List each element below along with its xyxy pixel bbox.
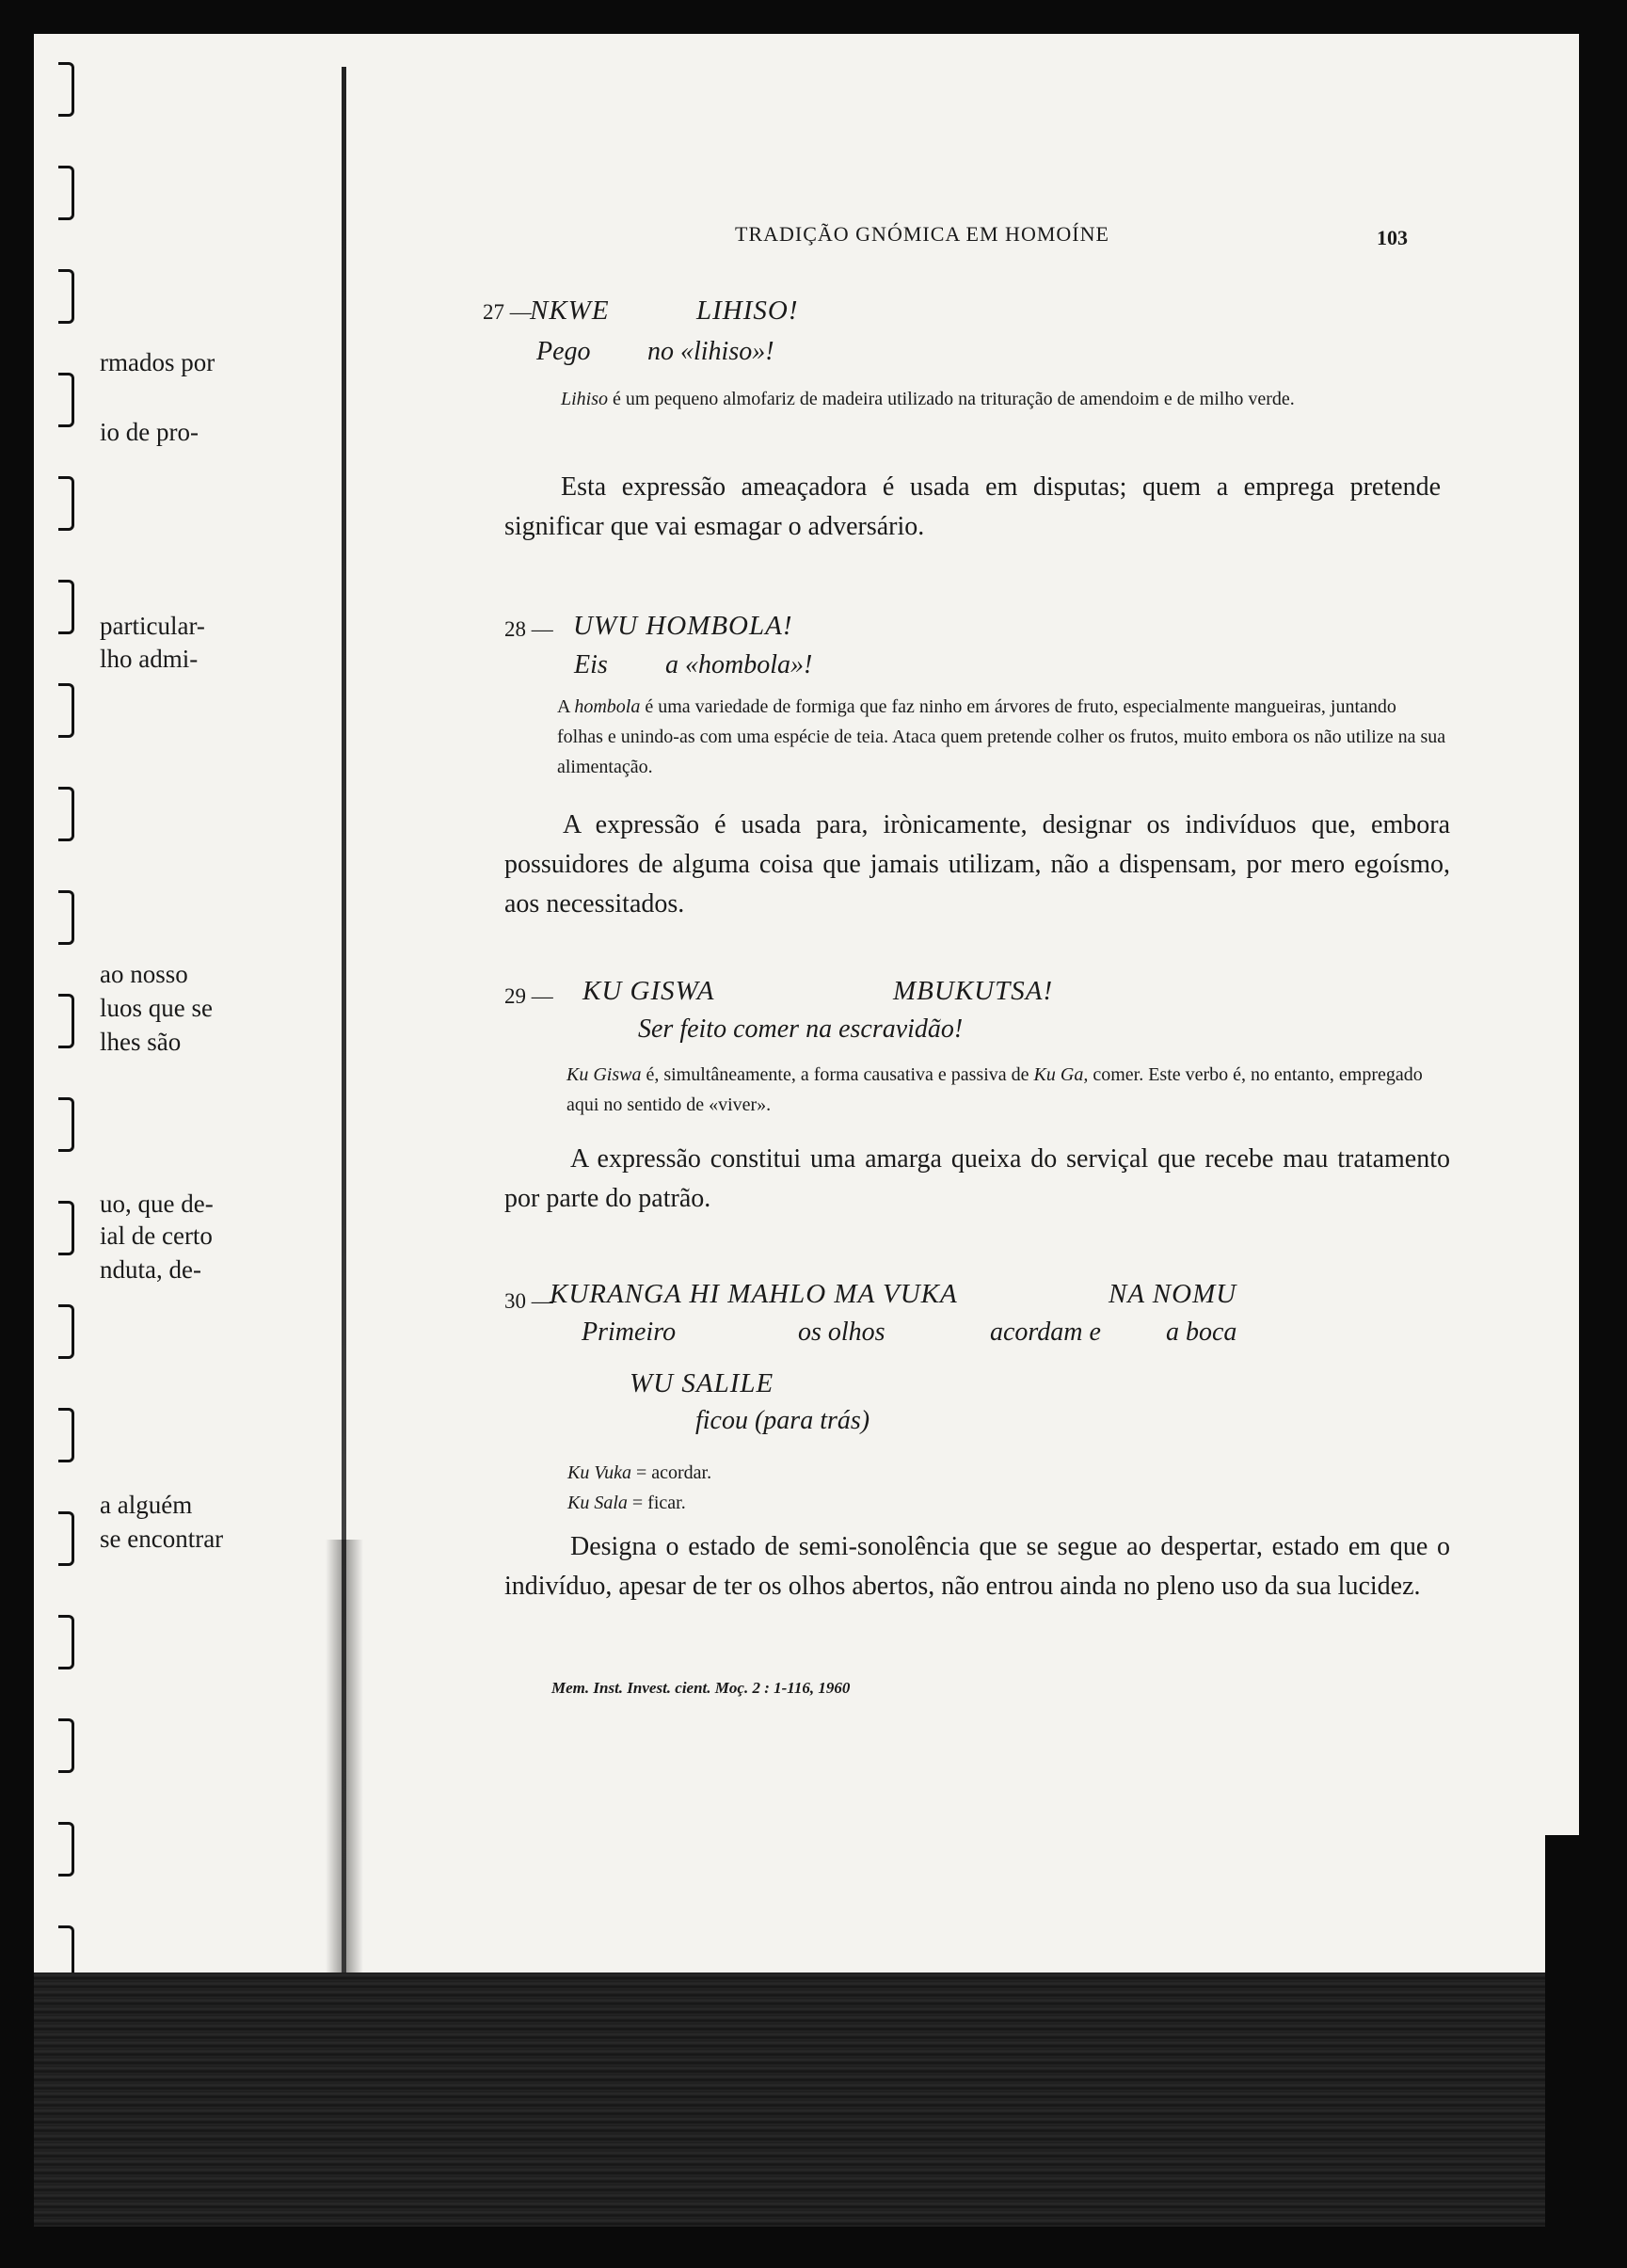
- entry-gloss-word: ficou (para trás): [695, 1406, 870, 1435]
- prev-fragment: lhes são: [100, 1028, 182, 1056]
- binding-hole: [58, 476, 74, 531]
- binding-hole: [58, 787, 74, 841]
- note-text: é uma variedade de formiga que faz ninho em árvores de fruto, especialmente mangueiras, juntando folhas e unindo-as com uma espécie de teia. Ataca quem pretende colher os frutos, muito embora os não utilize na sua alimentação.: [557, 696, 1446, 777]
- binding-hole: [58, 166, 74, 220]
- entry-phrase-word: NA NOMU: [1109, 1279, 1237, 1309]
- entry-number: 29 —: [504, 984, 553, 1008]
- binding-hole: [58, 890, 74, 945]
- entry-phrase-word: LIHISO!: [696, 295, 799, 326]
- binding-hole: [58, 1615, 74, 1669]
- entry-phrase-word: KU GISWA: [582, 976, 715, 1006]
- entry-gloss-word: Primeiro: [582, 1318, 677, 1347]
- note-text: comer. Este verbo é, no entanto, empregado aqui no sentido de «viver».: [566, 1064, 1423, 1115]
- entry-gloss-word: acordam e: [990, 1318, 1101, 1347]
- entry-explanation: A expressão é usada para, irònicamente, designar os indivíduos que, embora possuidores de alguma coisa que jamais utilizam, não a dispensam, por mero egoísmo, aos necessitados.: [504, 810, 1450, 918]
- entry-number: 30 —: [504, 1289, 553, 1313]
- citation-footer: Mem. Inst. Invest. cient. Moç. 2 : 1-116, 1960: [551, 1679, 851, 1697]
- prev-fragment: ao nosso: [100, 960, 188, 988]
- note-text: é, simultâneamente, a forma causativa e passiva de: [641, 1064, 1034, 1085]
- binding-hole: [58, 1304, 74, 1359]
- binding-hole: [58, 1408, 74, 1462]
- entry-gloss-word: no «lihiso»!: [647, 337, 774, 366]
- entry-gloss-word: Ser feito comer na escravidão!: [638, 1014, 964, 1044]
- note-line: [567, 1488, 1132, 1518]
- entry-phrase-word: KURANGA HI MAHLO MA VUKA: [550, 1279, 958, 1309]
- binding-hole: [58, 62, 74, 117]
- binding-hole: [58, 1511, 74, 1566]
- entry-note: [557, 692, 1446, 782]
- prev-fragment: luos que se: [100, 994, 213, 1022]
- prev-fragment: io de pro-: [100, 418, 199, 446]
- entry-note: [566, 1060, 1446, 1120]
- binding-holes: [34, 34, 90, 2227]
- prev-fragment: particular-: [100, 612, 205, 640]
- page-number: 103: [1377, 226, 1408, 249]
- binding-hole: [58, 1718, 74, 1773]
- prev-fragment: rmados por: [100, 348, 215, 376]
- entry-gloss-word: Eis: [574, 650, 608, 679]
- entry-explanation: Esta expressão ameaçadora é usada em disputas; quem a emprega pretende significar que vai esmagar o adversário.: [504, 472, 1441, 541]
- entry-gloss-word: Pego: [536, 337, 591, 366]
- binding-hole: [58, 269, 74, 324]
- binding-hole: [58, 1097, 74, 1152]
- entry-number: 28 —: [504, 617, 553, 641]
- note-term: hombola: [574, 696, 641, 717]
- prev-fragment: lho admi-: [100, 645, 199, 673]
- note-text: é um pequeno almofariz de madeira utilizado na trituração de amendoim e de milho verde.: [608, 389, 1295, 409]
- prev-fragment: nduta, de-: [100, 1255, 201, 1284]
- prev-fragment: uo, que de-: [100, 1190, 214, 1218]
- entry-gloss-word: a «hombola»!: [665, 650, 813, 679]
- note-text: = acordar.: [630, 1462, 712, 1483]
- entry-gloss-word: a boca: [1166, 1318, 1237, 1347]
- note-text: = ficar.: [627, 1493, 686, 1513]
- entry-phrase-word: WU SALILE: [630, 1368, 774, 1398]
- binding-hole: [58, 373, 74, 427]
- note-term: Ku Giswa: [566, 1064, 642, 1085]
- note-term: Ku Vuka: [567, 1462, 631, 1483]
- scan-dark-band: [34, 1973, 1579, 2227]
- scan-edge: [1545, 1835, 1592, 2259]
- entry-note: [561, 384, 1445, 414]
- gutter-smear: [326, 1540, 363, 1982]
- prev-fragment: ial de certo: [100, 1222, 213, 1250]
- note-term: Lihiso: [561, 389, 609, 409]
- prev-fragment: a alguém: [100, 1491, 193, 1519]
- binding-hole: [58, 994, 74, 1048]
- entry-gloss-word: os olhos: [798, 1318, 885, 1347]
- note-prefix: A: [557, 696, 575, 717]
- entry-explanation: A expressão constitui uma amarga queixa do serviçal que recebe mau tratamento por parte do patrão.: [504, 1144, 1450, 1213]
- entry-explanation: Designa o estado de semi-sonolência que se segue ao despertar, estado em que o indivíduo, apesar de ter os olhos abertos, não entrou ainda no pleno uso da sua lucidez.: [504, 1532, 1450, 1601]
- binding-hole: [58, 1822, 74, 1877]
- entry-phrase-word: UWU HOMBOLA!: [573, 611, 793, 641]
- binding-hole: [58, 683, 74, 738]
- note-term: Ku Ga,: [1033, 1064, 1089, 1085]
- prev-fragment: se encontrar: [100, 1525, 224, 1553]
- entry-phrase-word: MBUKUTSA!: [893, 976, 1054, 1006]
- entry-number: 27 —: [483, 300, 532, 324]
- note-line: [567, 1458, 1132, 1488]
- running-title: TRADIÇÃO GNÓMICA EM HOMOÍNE: [735, 222, 1109, 246]
- scanned-page: [34, 34, 1579, 2227]
- entry-phrase-word: NKWE: [530, 295, 610, 326]
- note-term: Ku Sala: [567, 1493, 628, 1513]
- entry-note: [567, 1458, 1132, 1518]
- binding-hole: [58, 580, 74, 634]
- binding-hole: [58, 1201, 74, 1255]
